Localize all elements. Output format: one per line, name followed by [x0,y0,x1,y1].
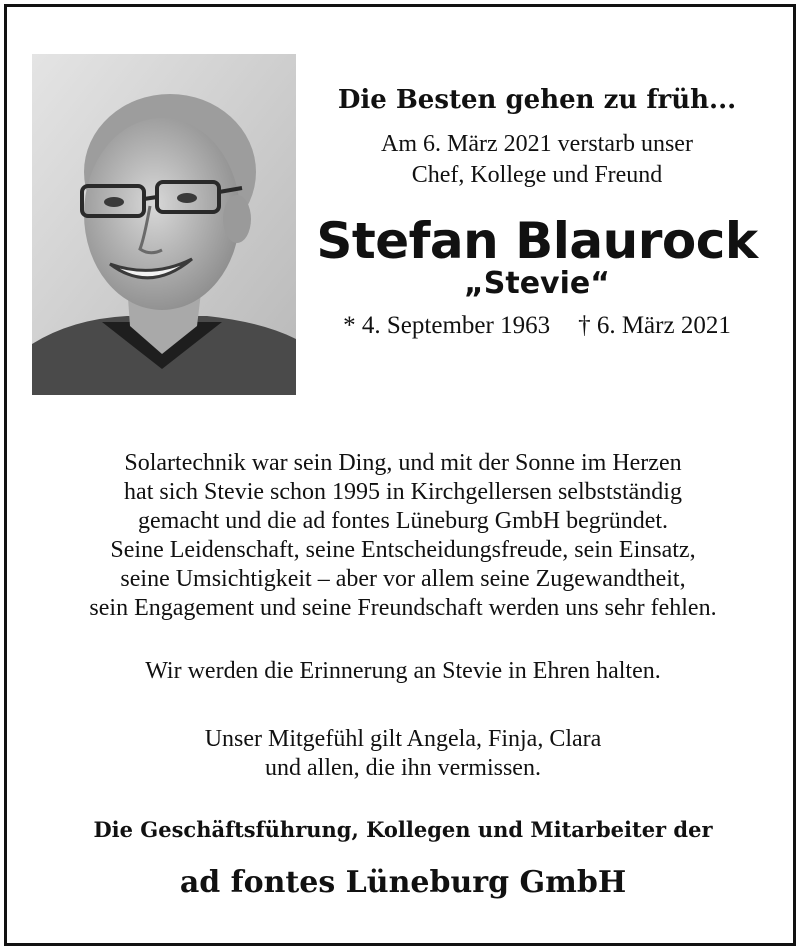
death-date: † 6. März 2021 [578,312,731,339]
motto-heading: Die Besten gehen zu früh... [337,85,737,115]
tribute-line: sein Engagement und seine Freundschaft werden uns sehr fehlen. [89,595,717,621]
life-dates [307,311,767,341]
condolence-line: Unser Mitgefühl gilt Angela, Finja, Clara [204,726,602,752]
company-name: ad fontes Lüneburg GmbH [179,865,627,900]
header-block [307,67,767,341]
portrait-photo [32,54,296,395]
condolence-line: und allen, die ihn vermissen. [265,755,541,781]
tribute-line: Solartechnik war sein Ding, und mit der Sonne im Herzen [124,450,682,476]
tribute-line: hat sich Stevie schon 1995 in Kirchgellersen selbstständig [124,479,682,505]
obituary-frame [4,4,796,946]
deceased-nickname: „Stevie“ [464,266,610,301]
intro-line: Am 6. März 2021 verstarb unser [381,131,693,157]
tribute-line: seine Umsichtigkeit – aber vor allem seine Zugewandtheit, [120,566,686,592]
tribute-line: Seine Leidenschaft, seine Entscheidungsfreude, sein Einsatz, [110,537,696,563]
remembrance-line: Wir werden die Erinnerung an Stevie in Ehren halten. [145,658,661,684]
intro-line: Chef, Kollege und Freund [411,162,663,188]
tribute-line: gemacht und die ad fontes Lüneburg GmbH begründet. [137,508,669,534]
birth-date: * 4. September 1963 [343,312,551,339]
intro-text [307,129,767,191]
deceased-name: Stefan Blaurock [316,212,758,270]
condolence-paragraph [7,725,799,783]
tribute-paragraph [7,449,799,623]
signers-line: Die Geschäftsführung, Kollegen und Mitarbeiter der [93,817,713,842]
